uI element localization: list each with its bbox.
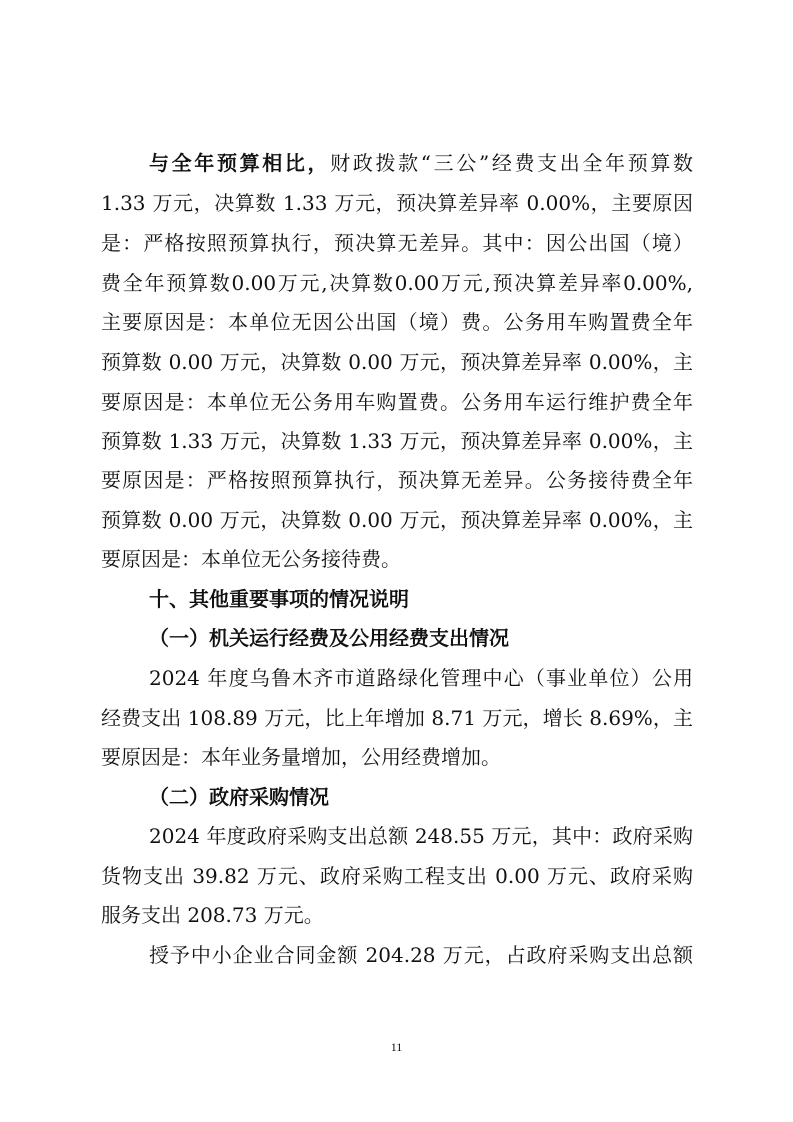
paragraph-line: 要原因是：本年业务量增加，公用经费增加。 <box>101 745 501 769</box>
page-number: 11 <box>390 1040 403 1054</box>
section-heading: 十、其他重要事项的情况说明 <box>149 587 409 611</box>
paragraph-line: 预算数 0.00 万元，决算数 0.00 万元，预决算差异率 0.00%，主 <box>101 350 693 374</box>
subsection-heading: （二）政府采购情况 <box>149 785 329 809</box>
paragraph-line: 要原因是：本单位无公务用车购置费。公务用车运行维护费全年 <box>101 390 693 414</box>
subsection-heading: （一）机关运行经费及公用经费支出情况 <box>149 626 509 650</box>
paragraph-line: 2024 年度乌鲁木齐市道路绿化管理中心（事业单位）公用 <box>149 666 693 690</box>
paragraph-line: 要原因是：严格按照预算执行，预决算无差异。公务接待费全年 <box>101 468 693 492</box>
paragraph-line: 是：严格按照预算执行，预决算无差异。其中：因公出国（境） <box>101 231 693 255</box>
paragraph-line: 服务支出 208.73 万元。 <box>101 903 324 927</box>
paragraph-line: 预算数 1.33 万元，决算数 1.33 万元，预决算差异率 0.00%，主 <box>101 429 693 453</box>
paragraph-line: 授予中小企业合同金额 204.28 万元，占政府采购支出总额 <box>149 943 693 967</box>
paragraph-text: 财政拨款“三公”经费支出全年预算数 <box>330 151 693 175</box>
paragraph-line: 要原因是：本单位无公务接待费。 <box>101 547 401 571</box>
paragraph-line: 货物支出 39.82 万元、政府采购工程支出 0.00 万元、政府采购 <box>101 864 693 888</box>
bold-lead-text: 与全年预算相比， <box>149 151 331 175</box>
paragraph-line: 费全年预算数0.00万元,决算数0.00万元,预决算差异率0.00%, <box>101 271 693 295</box>
paragraph-line: 经费支出 108.89 万元，比上年增加 8.71 万元，增长 8.69%，主 <box>101 706 693 730</box>
paragraph-line: 2024 年度政府采购支出总额 248.55 万元，其中：政府采购 <box>149 824 693 848</box>
paragraph-line: 1.33 万元，决算数 1.33 万元，预决算差异率 0.00%，主要原因 <box>101 191 693 215</box>
paragraph-line: 预算数 0.00 万元，决算数 0.00 万元，预决算差异率 0.00%，主 <box>101 508 693 532</box>
paragraph-line: 主要原因是：本单位无因公出国（境）费。公务用车购置费全年 <box>101 310 693 334</box>
paragraph-line <box>149 151 693 175</box>
